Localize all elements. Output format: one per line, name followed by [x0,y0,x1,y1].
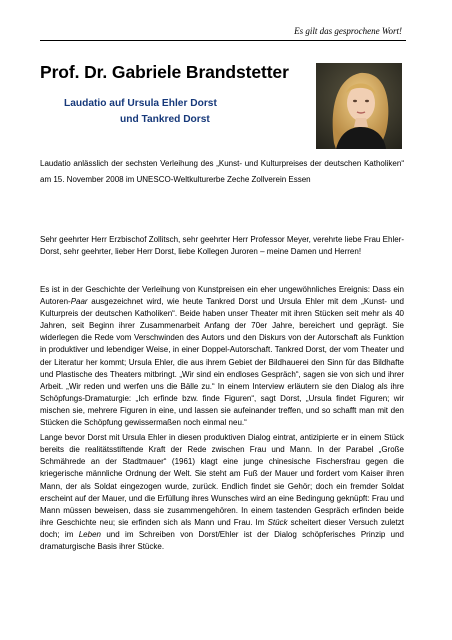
header-note: Es gilt das gesprochene Wort! [294,26,402,36]
salutation-paragraph: Sehr geehrter Herr Erzbischof Zollitsch, sehr geehrter Herr Professor Meyer, verehrte liebe Frau Ehler-Dorst, sehr geehrter, lieber Herr Dorst, liebe Kollegen Juroren – meine Damen und Herren! [40,235,404,257]
portrait-photo [316,63,402,149]
text-run: Es ist in der Geschichte der Verleihung von Kunstpreisen ein eher ungewöhnliches Ereignis: Dass ein Autoren- [40,285,404,307]
page-title: Prof. Dr. Gabriele Brandstetter [40,62,289,82]
body-paragraph [40,432,404,553]
body-paragraph [40,284,404,429]
header-divider [40,40,406,41]
emphasis-text: Stück [267,517,288,527]
subtitle-line-2: und Tankred Dorst [120,114,210,125]
text-run: und im Schreiben von Dorst/Ehler ist der Dialog schöpferisches Prinzip und dramaturgische Basis ihrer Stücke. [40,529,404,551]
text-run: ausgezeichnet wird, wie heute Tankred Dorst und Ursula Ehler mit dem „Kunst- und Kulturpreis der deutschen Katholiken“. Beide haben unser Theater mit ihren Stücken seit mehr als 40 Jahren, seit Beginn ihrer Zusammenarbeit Anfang der 70er Jahre, bereichert und geprägt. Sie widerlegen die Rede vom Verschwinden des Autors und den Diskurs von der Autorschaft als Funktion in produktiver und lebendiger Weise, in einer Doppel-Autorschaft. Tankred Dorst, der vom Theater und der Literatur her kommt; Ursula Ehler, die aus ihrem Gebiet der Bildhauerei den Sinn für das Bildhafte und Plastische des Theaters mitbringt. „Wir sind ein endloses Gespräch“, sagen sie von sich und ihrer Arbeit. „Wir reden und werfen uns die Bälle zu.“ In einem Interview erläutern sie den Dialog als ihre Schöpfungs-Dramaturgie: „Ich erfinde bzw. finde Figuren“, sagt Dorst, „Ursula findet Figuren; wir mischen sie, mehrere Figuren in eine, und lassen sie aufeinander treffen, und so schafft man mit den Stücken die Schöpfung gewissermaßen noch einmal neu.“ [40,297,404,428]
text-run: Lange bevor Dorst mit Ursula Ehler in diesen produktiven Dialog eintrat, antizipierte er in einem Stück bereits die realitätsstiftende Kraft der Rede zwischen Frau und Mann. In der Parabel „Große Schmährede an der Stadtmauer“ (1961) klagt eine junge chinesische Fischersfrau gegen die kriegerische männliche Ordnung der Welt. Sie steht am Fuß der Mauer und fordert vom Kaiser ihren Mann, der als Soldat eingezogen wurde, zurück. Endlich findet sie Gehör; doch ein fremder Soldat erscheint auf der Mauer, und die Erfüllung ihres Wunsches wird an eine Bedingung geknüpft: Frau und Mann müssen beweisen, dass sie zusammengehören. In einem tastenden Gespräch erfinden beide ihre Geschichte neu; sie erfinden sich als Mann und Frau. Im [40,433,404,527]
emphasis-text: Leben [78,529,101,539]
body-text [40,284,404,553]
subtitle [40,96,302,128]
intro-paragraph: Laudatio anlässlich der sechsten Verleihung des „Kunst- und Kulturpreises der deutschen Katholiken“ am 15. November 2008 im UNESCO-Weltkulturerbe Zeche Zollverein Essen [40,159,404,185]
subtitle-line-1: Laudatio auf Ursula Ehler Dorst [64,98,217,109]
portrait-image [316,63,402,149]
text-run: scheitert dieser Versuch zuletzt doch; im [40,517,404,539]
emphasis-text: Paar [70,297,88,307]
